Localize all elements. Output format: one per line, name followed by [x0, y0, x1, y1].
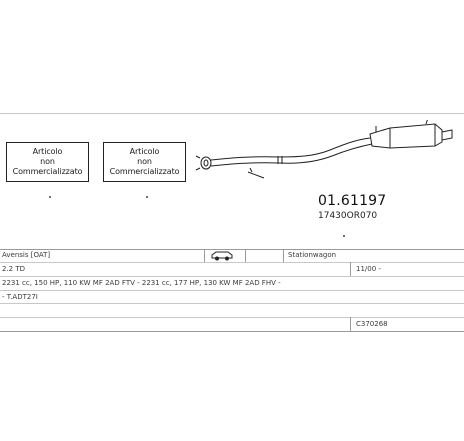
part-number: 01.61197	[318, 193, 387, 209]
code-cell: C370268	[356, 320, 388, 328]
marker-dot	[343, 235, 345, 237]
date-cell: 11/00 -	[356, 265, 381, 273]
label-line: non	[40, 157, 55, 166]
marker-dot	[146, 196, 148, 198]
station-wagon-icon	[210, 250, 234, 261]
oem-number: 17430OR070	[318, 211, 378, 221]
exhaust-system-drawing	[190, 120, 464, 190]
column-divider	[283, 249, 284, 262]
top-divider	[0, 113, 464, 114]
table-divider	[0, 262, 464, 263]
table-divider	[0, 290, 464, 291]
not-available-label-2	[103, 142, 186, 182]
label-line: Articolo	[129, 147, 160, 156]
front-flange-icon	[201, 157, 211, 169]
label-line: Commercializzato	[109, 167, 180, 176]
column-divider	[204, 249, 205, 262]
column-divider	[245, 249, 246, 262]
label-line: Commercializzato	[12, 167, 83, 176]
label-line: Articolo	[32, 147, 63, 156]
table-divider	[0, 317, 464, 318]
specs-cell: 2231 cc, 150 HP, 110 KW MF 2AD FTV - 2231 cc, 177 HP, 130 KW MF 2AD FHV -	[2, 279, 281, 287]
body-type-cell: Stationwagon	[288, 251, 337, 259]
table-divider	[0, 331, 464, 332]
muffler-icon	[370, 124, 442, 148]
model-cell: Avensis [OAT]	[2, 251, 51, 259]
table-divider	[0, 303, 464, 304]
not-available-label-1	[6, 142, 89, 182]
engine-cell: 2.2 TD	[2, 265, 26, 273]
label-line: non	[137, 157, 152, 166]
marker-dot	[49, 196, 51, 198]
chassis-cell: - T.ADT27I	[2, 293, 38, 301]
column-divider	[350, 317, 351, 331]
column-divider	[350, 262, 351, 276]
table-divider	[0, 276, 464, 277]
